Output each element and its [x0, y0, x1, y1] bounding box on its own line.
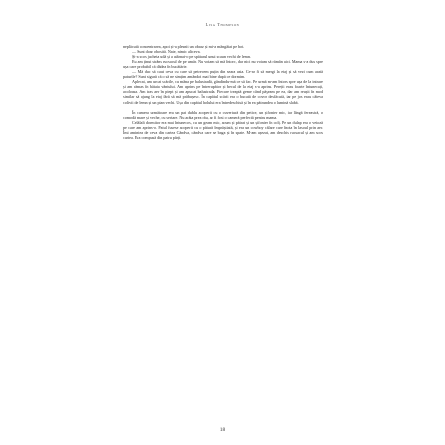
- paragraph: Aplecat, am urcat scările, cu mâna pe balustradă, gândindu-mă ce să fac. Pe urmă m-am întors spre ușa de la intrare și am rămas în bătaia vântului. Am aprins pe întrerupător și becul de la etaj s-a aprins. Pereții erau foarte întunecați, acoloasa. Am tras aer în piept și am apucat balustrada. Fiecare treaptă geme când păşeam pe ea, dar am reușit în mod similar să ajung la etaj fără să mă prăbușesc. În capătul scării era o bucată de covor desfăcută, iar pe jos erau câteva colivii de lemn și un pian vechi. Ușa din capătul holului era întredeschisă și în ea pătrundea o lumină slabă.: [123, 79, 323, 105]
- page-number: 18: [219, 427, 226, 433]
- paragraph: neplăcută concentrarea, apoi și-a plesnit un obraz și mi-a mângâiat pe bot.: [123, 44, 245, 49]
- body-text: [123, 44, 323, 140]
- running-head: Lisa Thompson: [205, 22, 240, 27]
- paragraph: În camera următoare era un pat dublu acoperit cu o cuvertură din petice, un șifonier mic, iar lângă fereastră, o comodă mare și veche, cu sertare. Nu arăta prea rău, ar fi fost o cameră perfectă pentru mama.: [123, 109, 323, 120]
- paragraph: Și-a scos jacheta udă și a atârnat-o pe spătarul unui scaun vechi de lemn.: [132, 54, 251, 60]
- paragraph: Eu am ținut strâns rucsacul de pe umăr. Nu voiam să mă întorc, dar nici nu voiam să rămân aici. Mama s-a dus spre ușa care probabil că dădea în bucătărie.: [123, 59, 323, 70]
- paragraph: — Mă duc să caut ceva cu care să petrecem puțin din seara asta. Ce-ar fi să mergi la etaj și să vezi cum arată paturile? Sunt sigură că o să ne simțim amândoi mai bine după ce dormim.: [123, 69, 323, 80]
- paragraph: Celălalt dormitor era mai întunecos, cu un geam mic, acum și pătrat și un șifonier în colț. Pe un dulap era o veioză pe care am aprins-o. Patul fusese acoperit cu o pătură împrăștiată, și era un cowboy călare care înota în lasoul prin aer. Îmi amintea de ceva din cartea Cândva, cândva care se baga și în spate. M-am așezat, am deschis rucsacul și am scos cartea. Era compusă din patru părți.: [123, 119, 323, 140]
- paragraph: — Sunt doar obosită. Nate, nimic altceva.: [132, 49, 201, 55]
